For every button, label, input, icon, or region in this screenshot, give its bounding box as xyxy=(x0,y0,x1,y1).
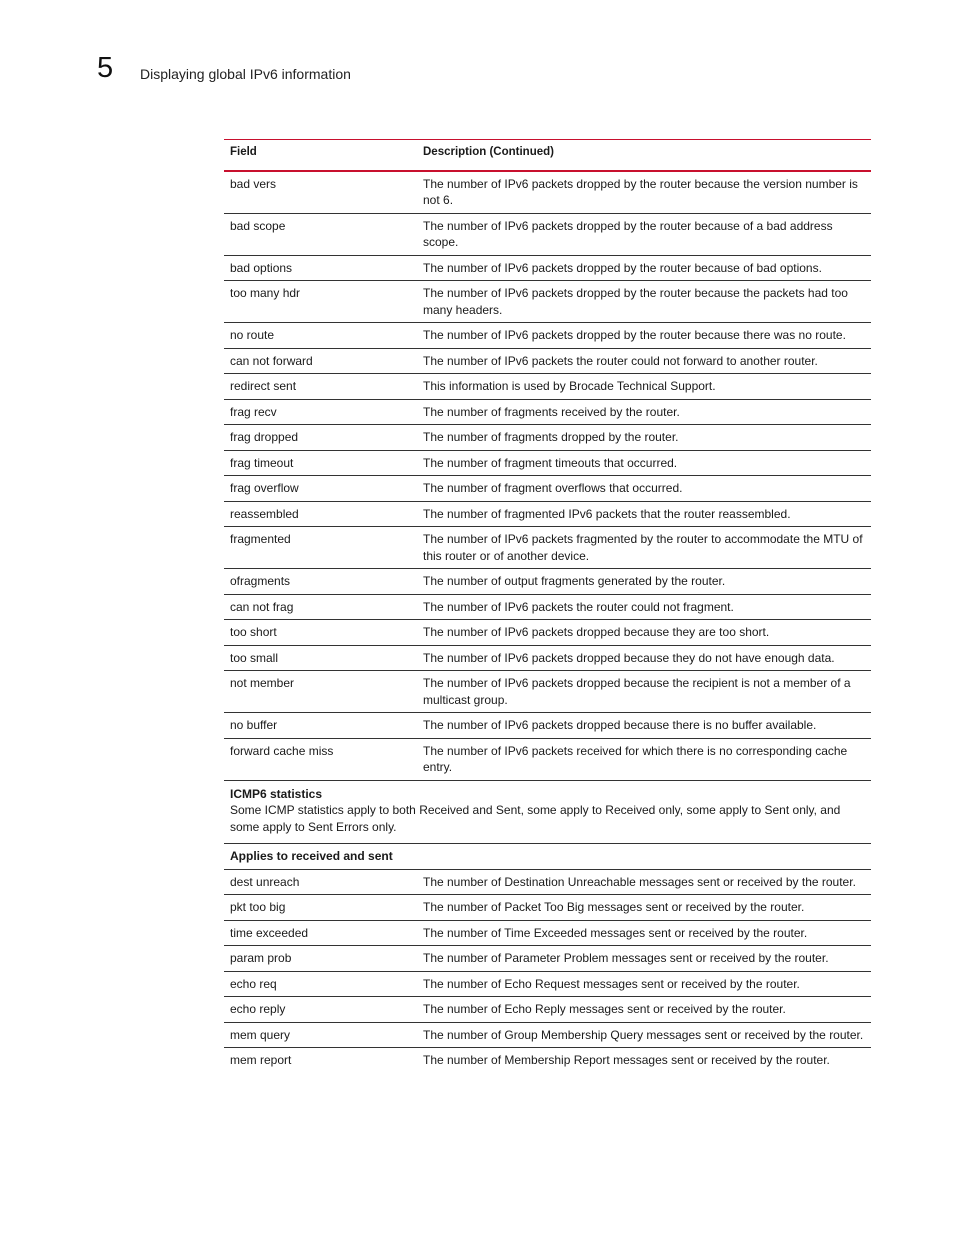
field-description-cell: The number of IPv6 packets dropped by the router because the packets had too many headers. xyxy=(417,281,871,323)
table-row xyxy=(224,569,871,595)
field-description-cell: The number of IPv6 packets the router could not forward to another router. xyxy=(417,348,871,374)
table-row xyxy=(224,738,871,780)
field-description-cell: The number of IPv6 packets dropped by the router because there was no route. xyxy=(417,323,871,349)
chapter-title: Displaying global IPv6 information xyxy=(140,66,351,82)
field-description-cell: The number of IPv6 packets received for which there is no corresponding cache entry. xyxy=(417,738,871,780)
field-name-cell: too small xyxy=(224,645,417,671)
icmp-section-body: Some ICMP statistics apply to both Received and Sent, some apply to Received only, some apply to Sent only, and some apply to Sent Errors only. xyxy=(230,803,841,834)
field-name-cell: frag timeout xyxy=(224,450,417,476)
column-header-field: Field xyxy=(224,140,417,171)
table-row xyxy=(224,971,871,997)
field-description-cell: The number of Parameter Problem messages sent or received by the router. xyxy=(417,946,871,972)
table-row xyxy=(224,171,871,214)
table-row xyxy=(224,255,871,281)
field-description-cell: The number of fragments received by the router. xyxy=(417,399,871,425)
field-description-cell: The number of IPv6 packets dropped by the router because the version number is not 6. xyxy=(417,171,871,214)
field-name-cell: mem query xyxy=(224,1022,417,1048)
field-name-cell: too short xyxy=(224,620,417,646)
field-name-cell: bad vers xyxy=(224,171,417,214)
table-row xyxy=(224,323,871,349)
table-row xyxy=(224,1048,871,1073)
field-name-cell: no buffer xyxy=(224,713,417,739)
field-description-cell: The number of IPv6 packets dropped by the router because of bad options. xyxy=(417,255,871,281)
field-name-cell: bad options xyxy=(224,255,417,281)
field-name-cell: pkt too big xyxy=(224,895,417,921)
field-description-cell: The number of fragment overflows that occurred. xyxy=(417,476,871,502)
table-row xyxy=(224,997,871,1023)
field-description-cell: The number of Echo Reply messages sent or received by the router. xyxy=(417,997,871,1023)
field-name-cell: frag recv xyxy=(224,399,417,425)
field-name-cell: frag overflow xyxy=(224,476,417,502)
field-name-cell: dest unreach xyxy=(224,869,417,895)
field-description-table xyxy=(224,139,871,1073)
field-description-cell: The number of IPv6 packets fragmented by the router to accommodate the MTU of this router or of another device. xyxy=(417,527,871,569)
field-name-cell: forward cache miss xyxy=(224,738,417,780)
field-description-cell: The number of output fragments generated by the router. xyxy=(417,569,871,595)
icmp-table-body xyxy=(224,869,871,1073)
table-row xyxy=(224,1022,871,1048)
table-header-row xyxy=(224,140,871,171)
field-name-cell: can not frag xyxy=(224,594,417,620)
table-row xyxy=(224,425,871,451)
field-name-cell: redirect sent xyxy=(224,374,417,400)
chapter-number: 5 xyxy=(97,52,114,84)
subsection-row xyxy=(224,844,871,870)
field-name-cell: time exceeded xyxy=(224,920,417,946)
icmp-section-heading: ICMP6 statistics xyxy=(230,786,323,801)
field-name-cell: can not forward xyxy=(224,348,417,374)
field-description-cell: The number of fragments dropped by the router. xyxy=(417,425,871,451)
subsection-heading: Applies to received and sent xyxy=(224,844,871,870)
table-row xyxy=(224,594,871,620)
table-row xyxy=(224,946,871,972)
field-description-cell: This information is used by Brocade Technical Support. xyxy=(417,374,871,400)
icmp-section xyxy=(224,780,871,869)
field-description-cell: The number of Packet Too Big messages sent or received by the router. xyxy=(417,895,871,921)
field-name-cell: not member xyxy=(224,671,417,713)
table-body xyxy=(224,171,871,781)
table-row xyxy=(224,501,871,527)
table-row xyxy=(224,527,871,569)
table-row xyxy=(224,213,871,255)
field-description-cell: The number of IPv6 packets the router could not fragment. xyxy=(417,594,871,620)
field-description-cell: The number of IPv6 packets dropped because there is no buffer available. xyxy=(417,713,871,739)
field-description-cell: The number of IPv6 packets dropped by the router because of a bad address scope. xyxy=(417,213,871,255)
field-description-cell: The number of Time Exceeded messages sent or received by the router. xyxy=(417,920,871,946)
table-row xyxy=(224,920,871,946)
table-row xyxy=(224,671,871,713)
field-name-cell: reassembled xyxy=(224,501,417,527)
field-description-cell: The number of fragment timeouts that occurred. xyxy=(417,450,871,476)
field-name-cell: echo reply xyxy=(224,997,417,1023)
field-description-cell: The number of Destination Unreachable messages sent or received by the router. xyxy=(417,869,871,895)
field-description-cell: The number of Membership Report messages sent or received by the router. xyxy=(423,1053,830,1067)
field-description-cell: The number of Echo Request messages sent or received by the router. xyxy=(417,971,871,997)
table-row xyxy=(224,620,871,646)
field-name-cell: fragmented xyxy=(224,527,417,569)
icmp-section-row xyxy=(224,780,871,844)
field-description-cell: The number of Group Membership Query messages sent or received by the router. xyxy=(417,1022,871,1048)
table-row xyxy=(224,281,871,323)
field-name-cell: param prob xyxy=(224,946,417,972)
table-row xyxy=(224,895,871,921)
table-row xyxy=(224,450,871,476)
field-name-cell: mem report xyxy=(230,1053,292,1067)
field-name-cell: frag dropped xyxy=(224,425,417,451)
field-name-cell: no route xyxy=(224,323,417,349)
icmp-section-cell xyxy=(224,780,871,844)
table-row xyxy=(224,713,871,739)
table-row xyxy=(224,869,871,895)
column-header-description: Description (Continued) xyxy=(417,140,871,171)
field-description-cell: The number of IPv6 packets dropped because the recipient is not a member of a multicast group. xyxy=(417,671,871,713)
table-row xyxy=(224,348,871,374)
field-description-cell: The number of IPv6 packets dropped because they do not have enough data. xyxy=(417,645,871,671)
table-row xyxy=(224,645,871,671)
table-row xyxy=(224,374,871,400)
table-row xyxy=(224,399,871,425)
field-name-cell: bad scope xyxy=(224,213,417,255)
field-name-cell: too many hdr xyxy=(224,281,417,323)
field-description-cell: The number of fragmented IPv6 packets that the router reassembled. xyxy=(417,501,871,527)
field-name-cell: echo req xyxy=(224,971,417,997)
table-row xyxy=(224,476,871,502)
field-description-cell: The number of IPv6 packets dropped because they are too short. xyxy=(417,620,871,646)
field-name-cell: ofragments xyxy=(224,569,417,595)
